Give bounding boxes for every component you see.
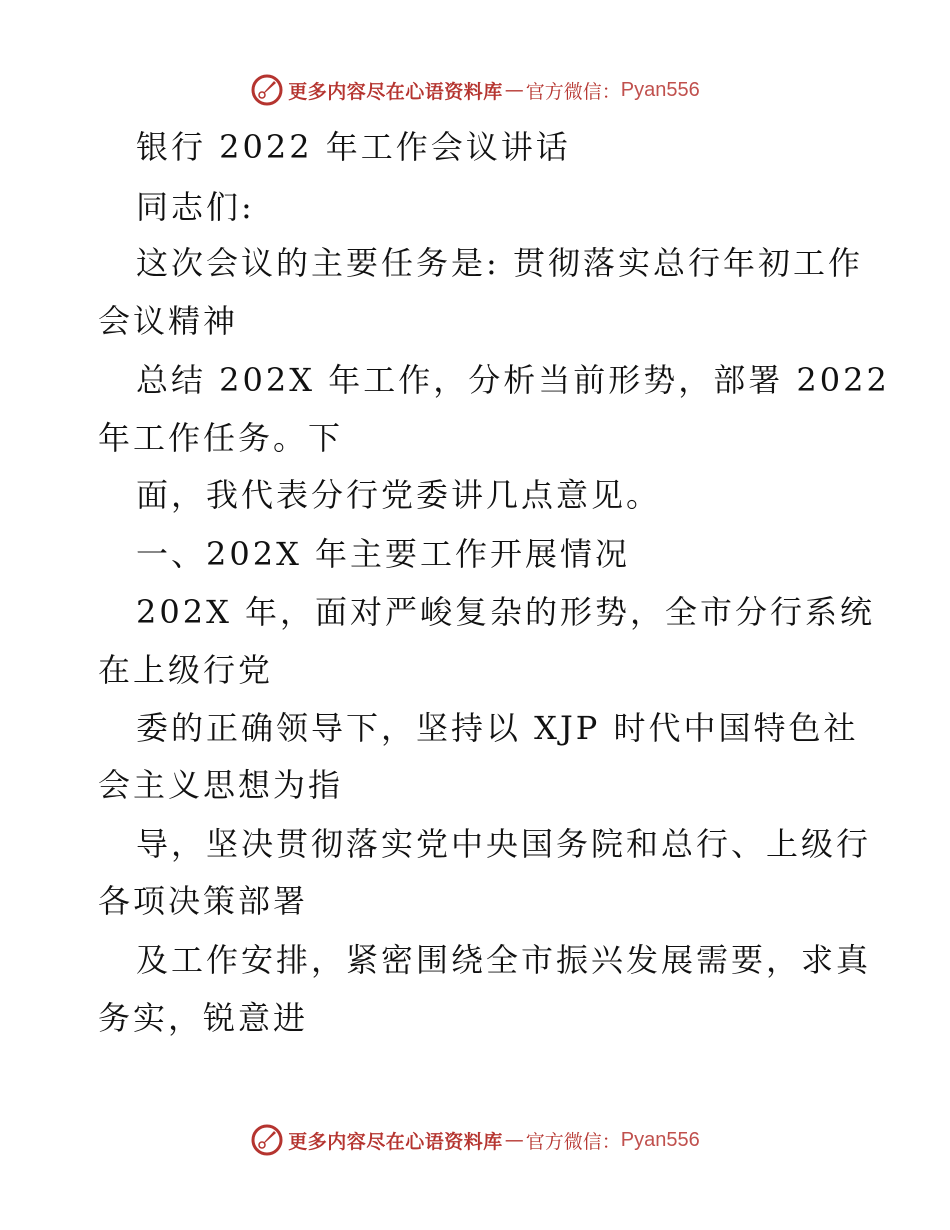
banner-wechat-label: 官方微信：: [525, 80, 621, 103]
paragraph-line: 面，我代表分行党委讲几点意见。: [136, 476, 662, 514]
paragraph-line: 务实，锐意进: [98, 999, 309, 1037]
section-heading: 一、202X 年主要工作开展情况: [136, 535, 631, 573]
banner-text: 更多内容尽在心语资料库: [288, 1130, 503, 1153]
paragraph-line: 委的正确领导下，坚持以 XJP 时代中国特色社: [136, 709, 859, 747]
paragraph-line: 在上级行党: [98, 651, 274, 689]
paragraph-line: 会主义思想为指: [98, 766, 344, 804]
banner-wechat-id: Pyan556: [620, 1128, 700, 1151]
paragraph-line: 及工作安排，紧密围绕全市振兴发展需要，求真: [136, 941, 872, 979]
paragraph-line: 会议精神: [98, 302, 239, 340]
banner-text: 更多内容尽在心语资料库: [288, 80, 503, 103]
banner-separator: —: [504, 1129, 524, 1151]
banner-wechat-label: 官方微信：: [525, 1130, 621, 1153]
salutation: 同志们:: [136, 188, 255, 226]
feather-pen-logo-icon: [250, 1123, 284, 1157]
paragraph-line: 这次会议的主要任务是: 贯彻落实总行年初工作: [136, 244, 863, 282]
paragraph-line: 202X 年，面对严峻复杂的形势，全市分行系统: [136, 593, 876, 631]
banner-wechat-id: Pyan556: [620, 78, 700, 101]
footer-banner: [0, 1120, 950, 1160]
paragraph-line: 年工作任务。下: [98, 419, 344, 457]
paragraph-line: 各项决策部署: [98, 882, 309, 920]
document-title: 银行 2022 年工作会议讲话: [136, 128, 571, 166]
banner-separator: —: [504, 79, 524, 101]
paragraph-line: 导，坚决贯彻落实党中央国务院和总行、上级行: [136, 825, 872, 863]
paragraph-line: 总结 202X 年工作，分析当前形势，部署 2022: [136, 361, 890, 399]
